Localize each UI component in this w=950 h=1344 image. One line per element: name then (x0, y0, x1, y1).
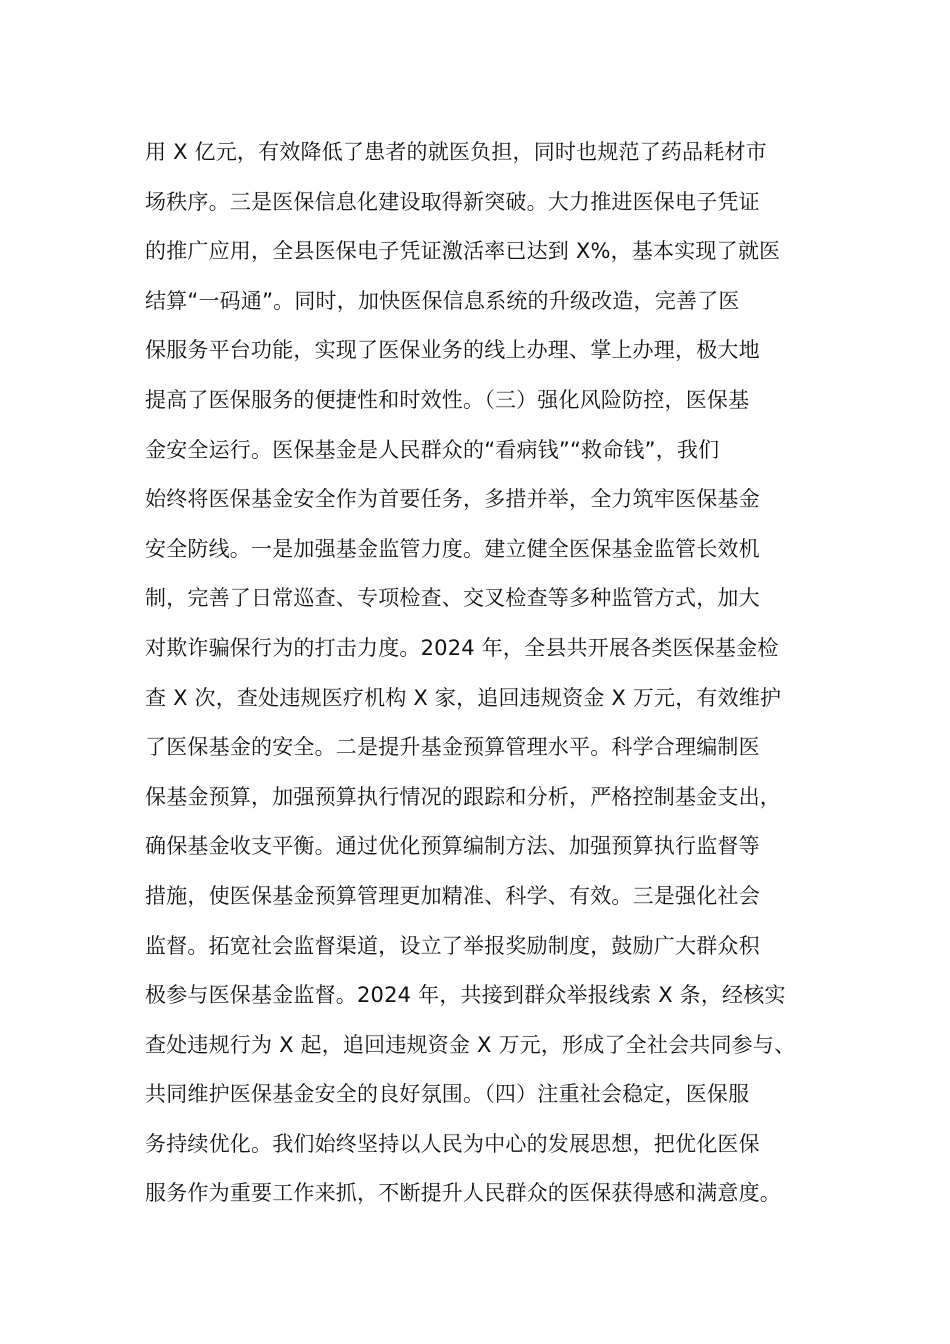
text-line: 提高了医保服务的便捷性和时效性。（三）强化风险防控，医保基 (145, 387, 750, 412)
text-line: 确保基金收支平衡。通过优化预算编制方法、加强预算执行监督等 (145, 834, 760, 859)
text-line: 金安全运行。医保基金是人民群众的“看病钱”“救命钱”，我们 (145, 437, 720, 462)
text-line: 务持续优化。我们始终坚持以人民为中心的发展思想，把优化医保 (145, 1131, 760, 1156)
text-line: 共同维护医保基金安全的良好氛围。（四）注重社会稳定，医保服 (145, 1082, 750, 1107)
text-line: 保基金预算，加强预算执行情况的跟踪和分析，严格控制基金支出， (145, 784, 781, 809)
text-line: 的推广应用，全县医保电子凭证激活率已达到 X%，基本实现了就医 (145, 239, 781, 264)
text-line: 保服务平台功能，实现了医保业务的线上办理、掌上办理，极大地 (145, 338, 760, 363)
body-text (145, 128, 845, 1219)
text-line: 制，完善了日常巡查、专项检查、交叉检查等多种监管方式，加大 (145, 586, 760, 611)
text-line: 始终将医保基金安全作为首要任务，多措并举，全力筑牢医保基金 (145, 487, 760, 512)
text-line: 安全防线。一是加强基金监管力度。建立健全医保基金监管长效机 (145, 536, 760, 561)
text-line: 对欺诈骗保行为的打击力度。2024 年，全县共开展各类医保基金检 (145, 635, 779, 660)
text-line: 极参与医保基金监督。2024 年，共接到群众举报线索 X 条，经核实 (145, 983, 786, 1008)
text-line: 监督。拓宽社会监督渠道，设立了举报奖励制度，鼓励广大群众积 (145, 933, 760, 958)
text-line: 用 X 亿元，有效降低了患者的就医负担，同时也规范了药品耗材市 (145, 140, 767, 164)
text-line: 措施，使医保基金预算管理更加精准、科学、有效。三是强化社会 (145, 883, 760, 908)
text-line: 结算“一码通”。同时，加快医保信息系统的升级改造，完善了医 (145, 288, 740, 313)
text-line: 服务作为重要工作来抓，不断提升人民群众的医保获得感和满意度。 (145, 1181, 781, 1206)
text-line: 了医保基金的安全。二是提升基金预算管理水平。科学合理编制医 (145, 735, 760, 760)
text-line: 查处违规行为 X 起，追回违规资金 X 万元，形成了全社会共同参与、 (145, 1032, 796, 1057)
text-line: 查 X 次，查处违规医疗机构 X 家，追回违规资金 X 万元，有效维护 (145, 685, 782, 710)
text-line: 场秩序。三是医保信息化建设取得新突破。大力推进医保电子凭证 (145, 189, 760, 214)
